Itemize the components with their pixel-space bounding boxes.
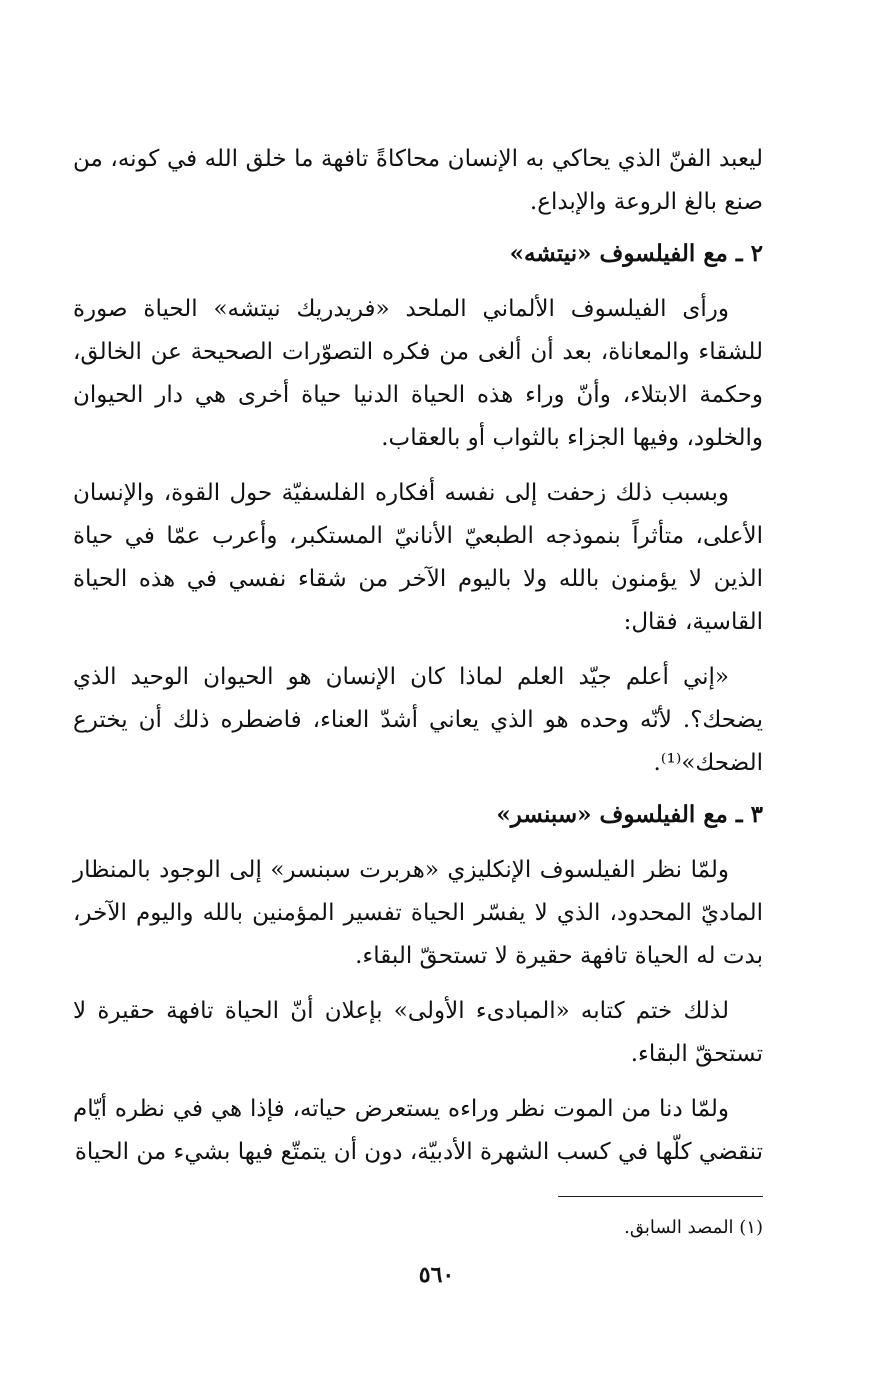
paragraph-spencer-view: ولمّا نظر الفيلسوف الإنكليزي «هربرت سبنسر» إلى الوجود بالمنظار الماديّ المحدود، الذي لا يفسّر الحياة تفسير المؤمنين بالله واليوم الآخر، بدت له الحياة تافهة حقيرة لا تستحقّ البقاء. — [73, 857, 763, 969]
nietzsche-quote: «إني أعلم جيّد العلم لماذا كان الإنسان هو الحيوان الوحيد الذي يضحك؟. لأنّه وحده هو الذي يعاني أشدّ العناء، فاضطره ذلك أن يخترع الضحك»⁽¹⁾. — [73, 664, 763, 776]
paragraph-nietzsche-ideas: وبسبب ذلك زحفت إلى نفسه أفكاره الفلسفيّة حول القوة، والإنسان الأعلى، متأثراً بنموذجه الطبعيّ الأنانيّ المستكبر، وأعرب عمّا في حياة الذين لا يؤمنون بالله ولا باليوم الآخر من شقاء نفسي في هذه الحياة القاسية، فقال: — [73, 480, 763, 635]
page-body — [73, 138, 763, 1186]
paragraph-nietzsche-view: ورأى الفيلسوف الألماني الملحد «فريدريك نيتشه» الحياة صورة للشقاء والمعاناة، بعد أن ألغى من فكره التصوّرات الصحيحة عن الخالق، وحكمة الابتلاء، وأنّ وراء هذه الحياة الدنيا حياة أخرى هي دار الحيوان والخلود، وفيها الجزاء بالثواب أو بالعقاب. — [73, 296, 763, 451]
footnote-separator — [558, 1196, 763, 1197]
paragraph-spencer-death: ولمّا دنا من الموت نظر وراءه يستعرض حياته، فإذا هي في نظره أيّام تنقضي كلّها في كسب الشهرة الأدبيّة، دون أن يتمتّع فيها بشيء من الحياة — [73, 1096, 763, 1165]
section-heading-spencer: ٣ ـ مع الفيلسوف «سبنسر» — [496, 801, 763, 828]
page-number: ٥٦٠ — [418, 1262, 455, 1288]
paragraph-spencer-book: لذلك ختم كتابه «المبادىء الأولى» بإعلان أنّ الحياة تافهة حقيرة لا تستحقّ البقاء. — [73, 998, 763, 1067]
section-heading-nietzsche: ٢ ـ مع الفيلسوف «نيتشه» — [509, 240, 763, 267]
footnote: (١) المصد السابق. — [624, 1217, 763, 1238]
paragraph-continuation: ليعبد الفنّ الذي يحاكي به الإنسان محاكاةً تافهة ما خلق الله في كونه، من صنع بالغ الروعة والإبداع. — [73, 146, 763, 215]
